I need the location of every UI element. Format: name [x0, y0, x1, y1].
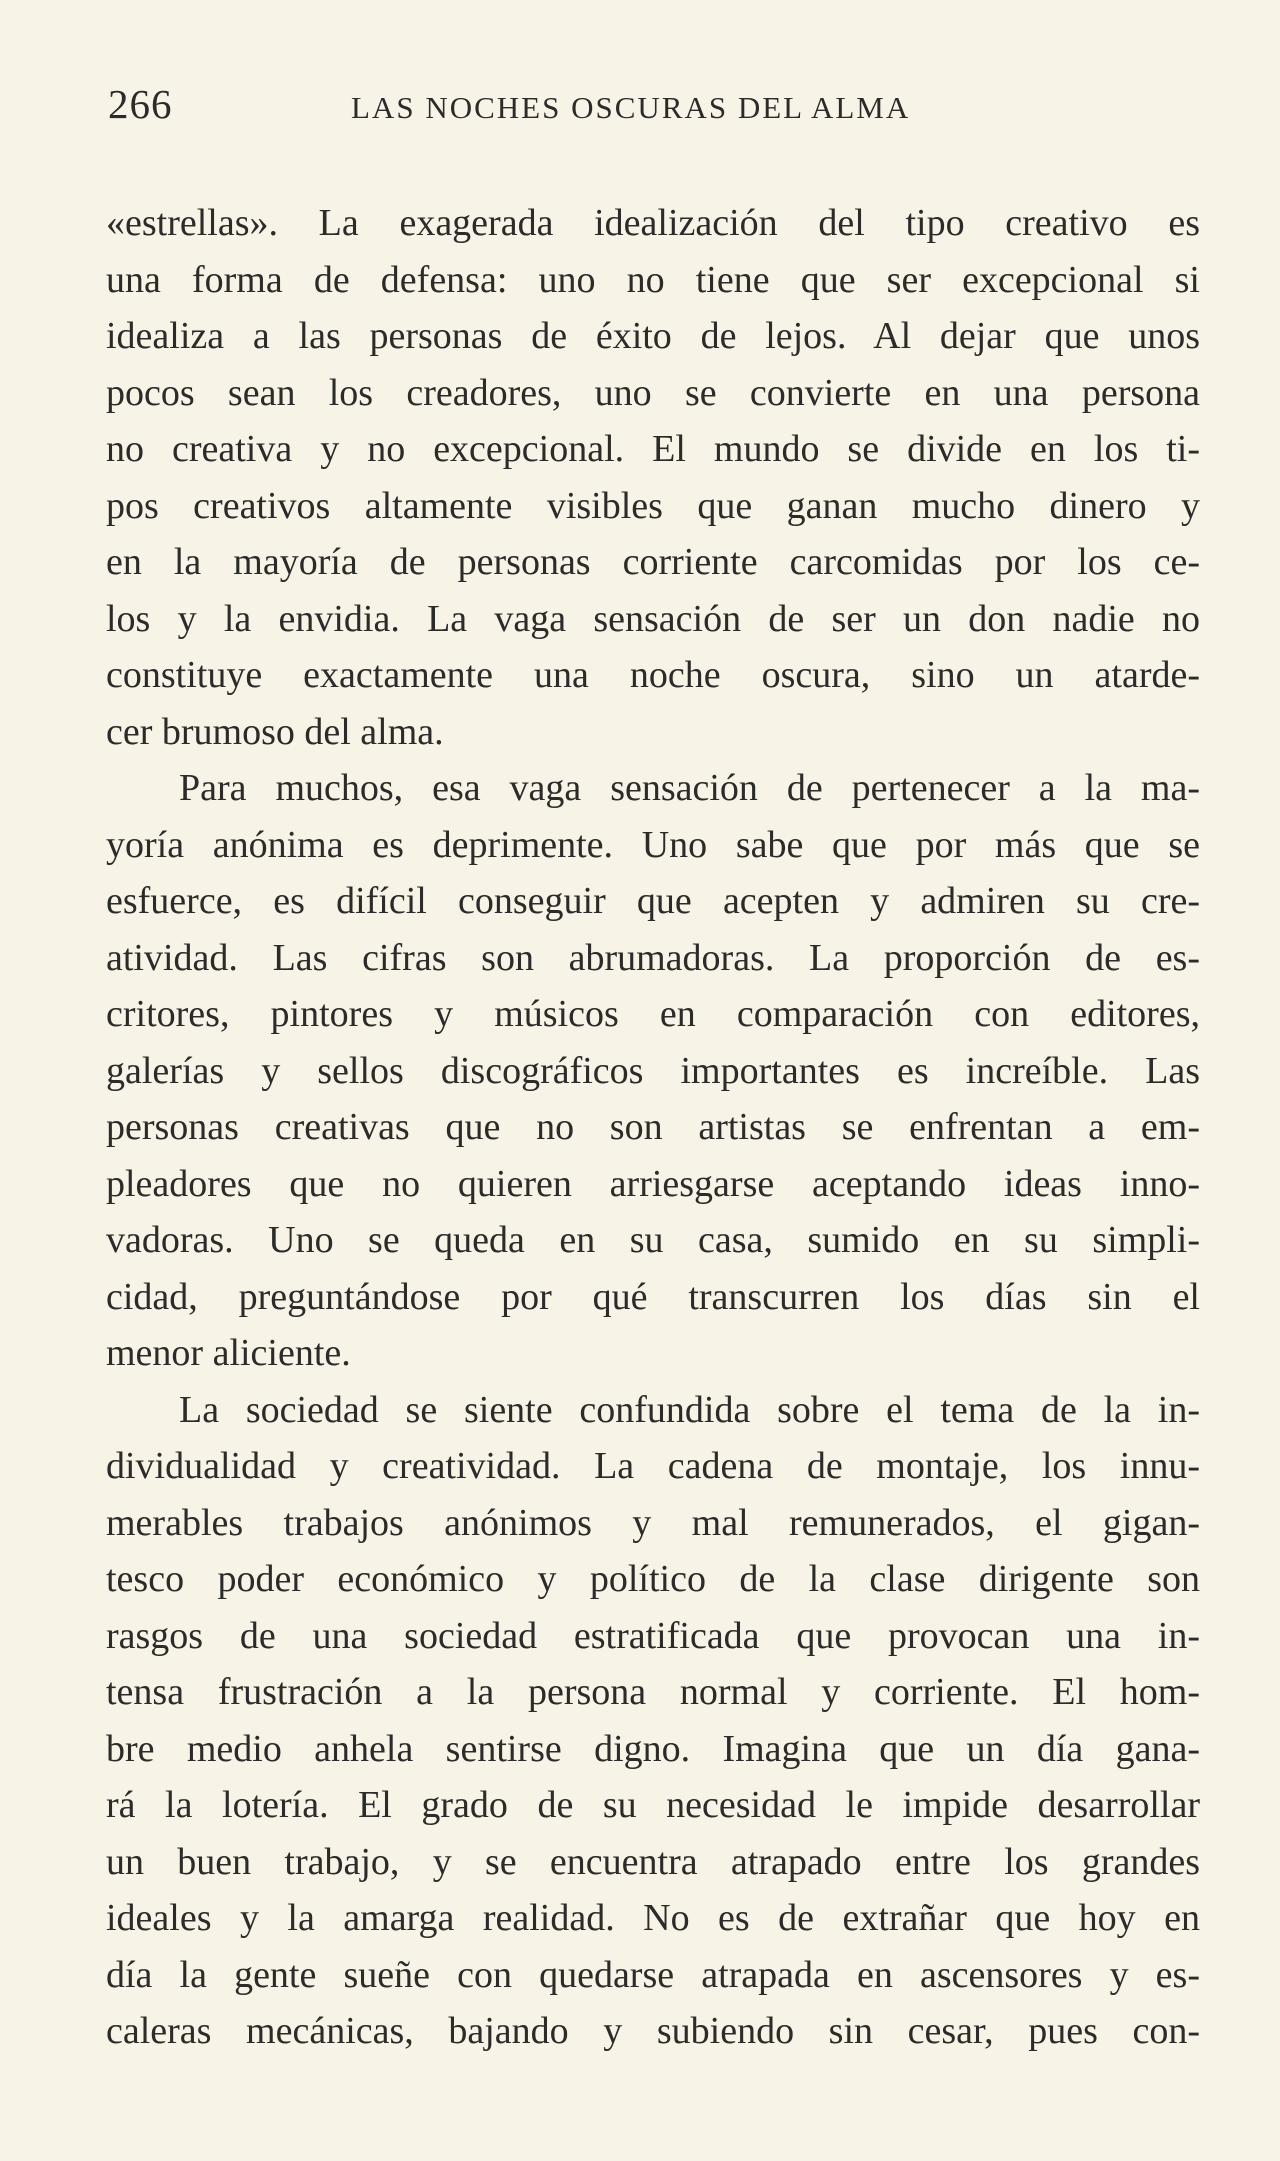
- text-line: tensa frustración a la persona normal y corriente. El hom-: [106, 1671, 1200, 1713]
- page-number: 266: [108, 81, 173, 127]
- text-line: dividualidad y creatividad. La cadena de montaje, los innu-: [106, 1445, 1200, 1487]
- text-line: «estrellas». La exagerada idealización del tipo creativo es: [106, 202, 1200, 244]
- text-line: bre medio anhela sentirse digno. Imagina que un día gana-: [106, 1727, 1200, 1770]
- text-line: vadoras. Uno se queda en su casa, sumido en su simpli-: [106, 1219, 1200, 1261]
- text-line: atividad. Las cifras son abrumadoras. La proporción de es-: [106, 936, 1200, 979]
- text-line: cer brumoso del alma.: [106, 710, 444, 753]
- text-line: La sociedad se siente confundida sobre el tema de la in-: [179, 1388, 1200, 1431]
- text-line: galerías y sellos discográficos importantes es increíble. Las: [106, 1049, 1200, 1092]
- text-line: ideales y la amarga realidad. No es de extrañar que hoy en: [106, 1897, 1200, 1939]
- text-line: pos creativos altamente visibles que ganan mucho dinero y: [106, 484, 1200, 527]
- text-line: menor aliciente.: [106, 1332, 351, 1374]
- body-text: [106, 195, 1200, 2060]
- text-line: caleras mecánicas, bajando y subiendo sin cesar, pues con-: [106, 2010, 1200, 2052]
- text-line: idealiza a las personas de éxito de lejos. Al dejar que unos: [106, 315, 1200, 357]
- text-line: los y la envidia. La vaga sensación de ser un don nadie no: [106, 597, 1200, 640]
- paragraph: [106, 195, 1200, 760]
- text-line: una forma de defensa: uno no tiene que ser excepcional si: [106, 258, 1200, 301]
- text-line: esfuerce, es difícil conseguir que acepten y admiren su cre-: [106, 880, 1200, 922]
- text-line: tesco poder económico y político de la clase dirigente son: [106, 1558, 1200, 1600]
- text-line: no creativa y no excepcional. El mundo se divide en los ti-: [106, 428, 1200, 470]
- page-header: [108, 80, 1200, 140]
- text-line: cidad, preguntándose por qué transcurren los días sin el: [106, 1275, 1200, 1318]
- text-line: pocos sean los creadores, uno se convierte en una persona: [106, 371, 1200, 414]
- text-line: en la mayoría de personas corriente carcomidas por los ce-: [106, 541, 1200, 583]
- text-line: yoría anónima es deprimente. Uno sabe que por más que se: [106, 823, 1200, 866]
- text-line: critores, pintores y músicos en comparación con editores,: [106, 993, 1200, 1035]
- text-line: personas creativas que no son artistas se enfrentan a em-: [106, 1106, 1200, 1148]
- text-line: merables trabajos anónimos y mal remunerados, el gigan-: [106, 1501, 1200, 1544]
- text-line: rasgos de una sociedad estratificada que provocan una in-: [106, 1614, 1200, 1657]
- text-line: día la gente sueñe con quedarse atrapada en ascensores y es-: [106, 1953, 1200, 1996]
- text-line: un buen trabajo, y se encuentra atrapado entre los grandes: [106, 1840, 1200, 1883]
- text-line: rá la lotería. El grado de su necesidad le impide desarrollar: [106, 1784, 1200, 1826]
- text-line: pleadores que no quieren arriesgarse aceptando ideas inno-: [106, 1162, 1200, 1205]
- paragraph: [106, 760, 1200, 1382]
- text-line: constituye exactamente una noche oscura, sino un atarde-: [106, 654, 1200, 696]
- paragraph: [106, 1382, 1200, 2060]
- running-head: LAS NOCHES OSCURAS DEL ALMA: [351, 90, 911, 125]
- text-line: Para muchos, esa vaga sensación de pertenecer a la ma-: [179, 767, 1200, 809]
